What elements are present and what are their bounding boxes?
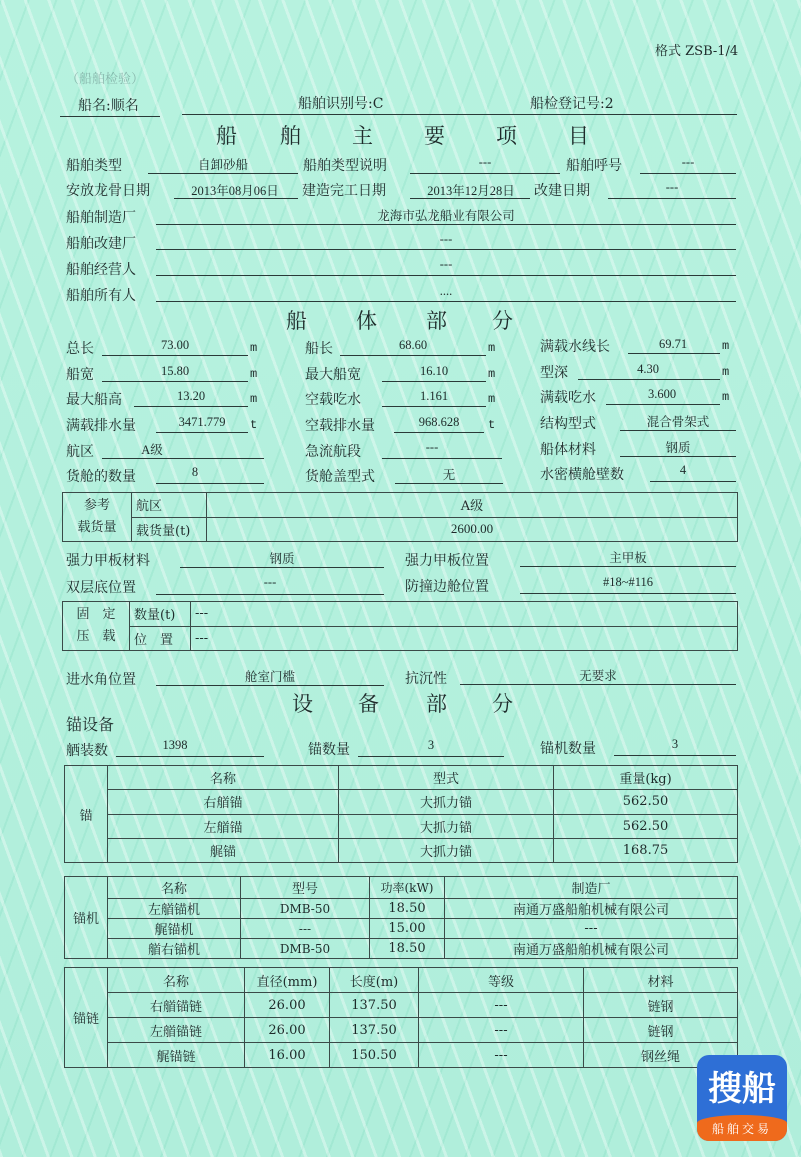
chain-length: 150.50 (330, 1043, 419, 1068)
hull-label: 型深 (540, 365, 568, 381)
underline (156, 249, 736, 250)
table-row (65, 1043, 738, 1068)
rebuilder-value: --- (439, 232, 453, 246)
windlass-count-label: 锚机数量 (540, 741, 596, 757)
chain-name: 右艏锚链 (108, 993, 245, 1018)
hull-label: 满载吃水 (540, 390, 596, 406)
anchor-weight: 562.50 (554, 814, 738, 838)
hull-label: 满载水线长 (540, 339, 610, 355)
hull-label: 水密横舱壁数 (540, 467, 624, 483)
windlass-power: 18.50 (370, 939, 445, 959)
ship-type-label: 船舶类型 (66, 158, 122, 174)
anchors-header: 重量(kg) (554, 766, 738, 790)
windlass-name: 艏右锚机 (108, 939, 241, 959)
hull-label: 最大船宽 (305, 367, 361, 383)
strength-deck-position-label: 强力甲板位置 (405, 553, 489, 569)
double-bottom-label: 双层底位置 (66, 580, 136, 596)
chain-diameter: 16.00 (245, 1043, 330, 1068)
windlass-header: 制造厂 (445, 877, 738, 899)
chains-header: 等级 (419, 968, 584, 993)
hull-label: 空载吃水 (305, 392, 361, 408)
double-bottom-value: --- (263, 575, 277, 589)
underline (578, 379, 720, 380)
hull-value: 13.20 (176, 389, 206, 403)
ref-load-group-line1: 参考 (83, 498, 110, 513)
souchuan-logo (697, 1055, 787, 1141)
ballast-group-line2: 压 载 (76, 629, 116, 644)
chain-diameter: 26.00 (245, 993, 330, 1018)
hull-label: 航区 (66, 444, 94, 460)
chains-header: 名称 (108, 968, 245, 993)
windlass-model: DMB-50 (241, 939, 370, 959)
underline (156, 594, 384, 595)
anchors-header: 型式 (339, 766, 554, 790)
hull-unit: m (488, 341, 496, 355)
underline (606, 404, 720, 405)
hull-label: 最大船高 (66, 392, 122, 408)
underline (614, 755, 736, 756)
header-underline (182, 114, 737, 115)
owner-value: .... (439, 284, 453, 298)
hull-value: 混合骨架式 (646, 415, 710, 429)
chain-material: 钢丝绳 (584, 1043, 738, 1068)
windlass-header: 型号 (241, 877, 370, 899)
area-value: A级 (207, 493, 738, 518)
reg-no-label (530, 93, 614, 113)
chain-length: 137.50 (330, 1018, 419, 1043)
rebuilder-label: 船舶改建厂 (66, 236, 136, 252)
ballast-qty-label: 数量(t) (130, 602, 191, 627)
title-char: 要 (424, 124, 445, 148)
underline (156, 483, 264, 484)
hull-value: 8 (191, 465, 199, 479)
rebuild-date-label: 改建日期 (534, 183, 590, 199)
hull-label: 货舱盖型式 (305, 469, 375, 485)
windlass-name: 艉锚机 (108, 919, 241, 939)
call-sign-label: 船舶呼号 (566, 158, 622, 174)
hull-value: 73.00 (160, 338, 190, 352)
underline (156, 432, 248, 433)
title-char: 分 (492, 692, 513, 716)
hull-value: 3.600 (647, 387, 677, 401)
hull-value: 3471.779 (178, 415, 226, 429)
logo-tagline: 船舶交易 (711, 1122, 772, 1136)
hull-unit: m (250, 392, 258, 406)
underline (156, 685, 384, 686)
flood-angle-label: 进水角位置 (66, 672, 136, 688)
hull-value: 无 (442, 468, 456, 482)
title-char: 主 (352, 124, 373, 148)
keel-date-label: 安放龙骨日期 (66, 183, 150, 199)
faded-stamp: （船舶检验） (66, 72, 145, 87)
chains-group-label: 锚链 (65, 968, 108, 1068)
chain-material: 链钢 (584, 1018, 738, 1043)
chains-header: 直径(mm) (245, 968, 330, 993)
title-char: 船 (216, 124, 237, 148)
anchor-name: 左艏锚 (108, 814, 339, 838)
underline (520, 593, 736, 594)
hull-value: 69.71 (658, 337, 688, 351)
hull-label: 船宽 (66, 367, 94, 383)
rebuild-date-value: --- (665, 180, 679, 194)
operator-label: 船舶经营人 (66, 262, 136, 278)
chains-header: 材料 (584, 968, 738, 993)
chain-grade: --- (419, 1043, 584, 1068)
equipment-number-label: 舾装数 (66, 743, 108, 759)
hull-value: 钢质 (665, 441, 691, 455)
hull-unit: m (722, 365, 730, 379)
windlass-header: 名称 (108, 877, 241, 899)
capacity-value: 2600.00 (207, 517, 738, 542)
hull-unit: m (488, 367, 496, 381)
table-row (65, 814, 738, 838)
underline (608, 198, 736, 199)
hull-label: 总长 (66, 341, 94, 357)
underline (174, 198, 298, 199)
chains-table (64, 967, 738, 1068)
hull-label: 船体材料 (540, 442, 596, 458)
hull-value: A级 (141, 443, 163, 457)
fixed-ballast-table (62, 601, 738, 651)
underline (650, 481, 736, 482)
anchors-group-label: 锚 (65, 766, 108, 863)
ship-type-value: 自卸砂船 (197, 158, 248, 172)
hull-label: 结构型式 (540, 416, 596, 432)
underline (340, 355, 486, 356)
ref-load-group (63, 493, 132, 542)
underline (148, 173, 298, 174)
chain-name: 艉锚链 (108, 1043, 245, 1068)
title-char: 体 (356, 309, 377, 333)
ballast-pos-value: --- (191, 626, 738, 651)
hull-label: 满载排水量 (66, 418, 136, 434)
underline (156, 301, 736, 302)
title-char: 分 (492, 309, 513, 333)
equipment-title (292, 688, 513, 718)
anchor-name: 艉锚 (108, 838, 339, 862)
hull-unit: m (722, 339, 730, 353)
title-char: 设 (292, 692, 313, 716)
hull-unit: m (250, 367, 258, 381)
chain-name: 左艏锚链 (108, 1018, 245, 1043)
windlass-model: DMB-50 (241, 899, 370, 919)
underline (134, 406, 248, 407)
area-label: 航区 (132, 493, 207, 518)
ship-name-underline (60, 116, 160, 117)
flood-angle-value: 舱室门槛 (244, 670, 295, 684)
underline (358, 756, 504, 757)
wing-tank-value: #18~#116 (602, 575, 654, 589)
underline (180, 567, 384, 568)
windlass-power: 18.50 (370, 899, 445, 919)
chain-diameter: 26.00 (245, 1018, 330, 1043)
anchor-equipment-label: 锚设备 (66, 715, 115, 734)
hull-value: 4.30 (637, 362, 659, 376)
windlass-model: --- (241, 919, 370, 939)
ship-id-label-text: 船舶识别号: (298, 96, 373, 112)
hull-value: 4 (679, 463, 687, 477)
strength-deck-position-value: 主甲板 (609, 551, 647, 565)
reg-no-value: 2 (604, 96, 614, 112)
unsinkability-value: 无要求 (579, 669, 617, 683)
table-row (65, 1018, 738, 1043)
windlass-group-label: 锚机 (65, 877, 108, 959)
underline (156, 224, 736, 225)
hull-value: 16.10 (419, 364, 449, 378)
title-char: 目 (568, 124, 589, 148)
underline (620, 456, 736, 457)
keel-date-value: 2013年08月06日 (191, 184, 279, 198)
hull-unit: t (250, 418, 258, 432)
anchors-table (64, 765, 738, 863)
hull-value: 968.628 (418, 415, 460, 429)
ship-type-desc-value: --- (478, 155, 492, 169)
table-row (65, 790, 738, 814)
completion-date-label: 建造完工日期 (302, 183, 386, 199)
underline (520, 566, 736, 567)
owner-label: 船舶所有人 (66, 288, 136, 304)
hull-title (286, 305, 513, 335)
table-row (65, 939, 738, 959)
title-char: 部 (426, 309, 447, 333)
underline (156, 275, 736, 276)
table-row (65, 993, 738, 1018)
ship-id-value: C (372, 96, 384, 112)
hull-label: 急流航段 (305, 444, 361, 460)
anchor-type: 大抓力锚 (339, 814, 554, 838)
table-row (65, 838, 738, 862)
title-char: 项 (496, 124, 517, 148)
windlass-maker: --- (445, 919, 738, 939)
strength-deck-material-value: 钢质 (269, 552, 295, 566)
format-code: 格式 ZSB-1/4 (655, 44, 739, 59)
builder-value: 龙海市弘龙船业有限公司 (377, 209, 515, 223)
underline (460, 684, 736, 685)
underline (620, 430, 736, 431)
title-char: 船 (286, 309, 307, 333)
completion-date-value: 2013年12月28日 (427, 184, 515, 198)
anchor-weight: 562.50 (554, 790, 738, 814)
ship-name: 船名:顺名 (78, 98, 139, 114)
underline (640, 173, 736, 174)
reference-load-table (62, 492, 738, 542)
windlass-power: 15.00 (370, 919, 445, 939)
logo-brand: 搜船 (708, 1069, 776, 1109)
reg-no-label-text: 船检登记号: (530, 96, 605, 112)
anchors-header: 名称 (108, 766, 339, 790)
anchor-type: 大抓力锚 (339, 838, 554, 862)
windlass-maker: 南通万盛船舶机械有限公司 (445, 899, 738, 919)
hull-unit: m (488, 392, 496, 406)
underline (410, 173, 560, 174)
hull-value: 68.60 (398, 338, 428, 352)
title-char: 舶 (280, 124, 301, 148)
underline (410, 198, 530, 199)
wing-tank-label: 防撞边舱位置 (405, 579, 489, 595)
windlass-name: 左艏锚机 (108, 899, 241, 919)
underline (628, 353, 720, 354)
underline (102, 458, 264, 459)
hull-value: --- (425, 440, 439, 454)
equipment-number-value: 1398 (162, 738, 188, 752)
chain-length: 137.50 (330, 993, 419, 1018)
table-row (65, 899, 738, 919)
ship-type-desc-label: 船舶类型说明 (303, 158, 387, 174)
underline (394, 432, 484, 433)
windlass-count-value: 3 (671, 737, 679, 751)
ballast-group-line1: 固 定 (76, 607, 116, 622)
title-char: 部 (426, 692, 447, 716)
hull-value: 1.161 (419, 389, 449, 403)
anchor-count-label: 锚数量 (308, 742, 350, 758)
hull-unit: t (488, 418, 496, 432)
ship-id-label (298, 93, 383, 113)
main-items-title (216, 120, 589, 150)
anchor-type: 大抓力锚 (339, 790, 554, 814)
hull-label: 船长 (305, 341, 333, 357)
underline (102, 381, 248, 382)
hull-label: 货舱的数量 (66, 469, 136, 485)
chains-header: 长度(m) (330, 968, 419, 993)
underline (382, 381, 486, 382)
strength-deck-material-label: 强力甲板材料 (66, 553, 150, 569)
hull-value: 15.80 (160, 364, 190, 378)
underline (382, 458, 502, 459)
ballast-qty-value: --- (191, 602, 738, 627)
ballast-pos-label: 位 置 (130, 626, 191, 651)
windlass-table (64, 876, 738, 959)
underline (395, 483, 503, 484)
operator-value: --- (439, 257, 453, 271)
anchor-weight: 168.75 (554, 838, 738, 862)
hull-unit: m (250, 341, 258, 355)
table-row (65, 919, 738, 939)
title-char: 备 (358, 692, 379, 716)
chain-grade: --- (419, 993, 584, 1018)
hull-label: 空载排水量 (305, 418, 375, 434)
underline (382, 406, 486, 407)
anchor-name: 右艏锚 (108, 790, 339, 814)
windlass-maker: 南通万盛船舶机械有限公司 (445, 939, 738, 959)
unsinkability-label: 抗沉性 (405, 671, 447, 687)
capacity-label: 载货量(t) (132, 517, 207, 542)
ballast-group (63, 602, 130, 651)
chain-grade: --- (419, 1018, 584, 1043)
anchor-count-value: 3 (427, 738, 435, 752)
ref-load-group-line2: 载货量 (77, 520, 117, 535)
hull-unit: m (722, 390, 730, 404)
windlass-header: 功率(kW) (370, 877, 445, 899)
builder-label: 船舶制造厂 (66, 210, 136, 226)
underline (102, 355, 248, 356)
call-sign-value: --- (681, 155, 695, 169)
chain-material: 链钢 (584, 993, 738, 1018)
underline (116, 756, 264, 757)
